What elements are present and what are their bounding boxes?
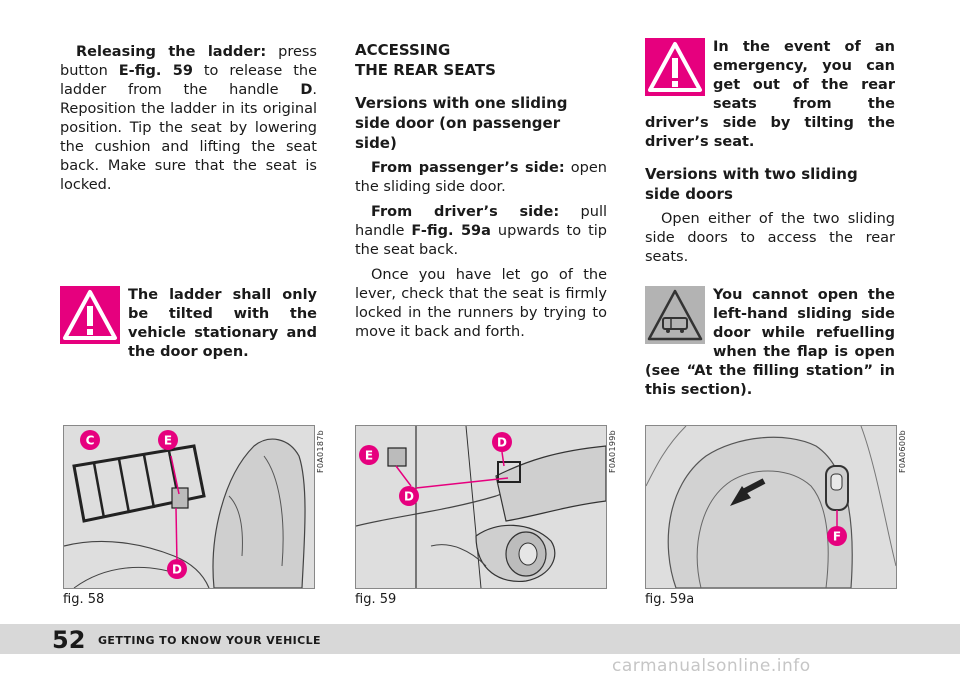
one-door-subheading: Versions with one sliding side door (on passenger side) xyxy=(355,94,568,152)
refuelling-note xyxy=(645,286,895,400)
two-doors-section xyxy=(645,164,895,267)
seat-handle-illustration xyxy=(646,426,896,588)
ladder-seat-illustration xyxy=(64,426,314,588)
two-doors-paragraph: Open either of the two sliding side doors to access the rear seats. xyxy=(645,211,895,265)
figure-58 xyxy=(63,425,315,589)
releasing-text-1: press button xyxy=(60,44,317,79)
heading-line-2: THE REAR SEATS xyxy=(355,61,496,79)
callout-d-bottom: D xyxy=(404,489,414,504)
page-number: 52 xyxy=(52,626,86,654)
passenger-side-paragraph xyxy=(355,159,607,197)
releasing-text-2: to release the ladder from the handle xyxy=(60,63,317,98)
figure-58-code: F0A0187b xyxy=(316,430,325,474)
callout-e: E xyxy=(364,448,374,463)
driver-text-1: pull handle xyxy=(355,204,607,239)
releasing-text-3: . Reposition the ladder in its original position. Tip the seat by lowering the cushion and lifting the seat back. Make sure that the seat is locked. xyxy=(60,82,317,193)
vehicle-note-icon xyxy=(645,286,705,344)
passenger-text: open the sliding side door. xyxy=(355,160,607,195)
lever-check-paragraph: Once you have let go of the lever, check that the seat is firmly locked in the runners by trying to move it back and forth. xyxy=(355,267,607,340)
callout-e: E xyxy=(163,433,173,448)
two-doors-subheading: Versions with two sliding side doors xyxy=(645,165,858,203)
emergency-warning-text: In the event of an emergency, you can get out of the rear seats from the driver’s side by tilting the driver’s seat. xyxy=(645,39,895,150)
fig-ref-e59: E-fig. 59 xyxy=(118,63,193,79)
fig-ref-f59a: F-fig. 59a xyxy=(411,223,491,239)
passenger-lead: From passenger’s side: xyxy=(371,160,565,176)
releasing-ladder-paragraph xyxy=(60,43,317,195)
accessing-rear-seats-section xyxy=(355,40,607,342)
driver-text-2: upwards to tip the seat back. xyxy=(355,223,608,258)
callout-c: C xyxy=(85,433,95,448)
driver-lead: From driver’s side: xyxy=(371,204,560,220)
ladder-warning-text: The ladder shall only be tilted with the vehicle stationary and the door open. xyxy=(128,287,317,360)
section-title: GETTING TO KNOW YOUR VEHICLE xyxy=(98,634,321,647)
warning-triangle-icon xyxy=(645,38,705,96)
figure-58-caption: fig. 58 xyxy=(63,592,105,607)
callout-d-top: D xyxy=(497,435,507,450)
figure-59a xyxy=(645,425,897,589)
seat-release-illustration xyxy=(356,426,606,588)
warning-triangle-icon xyxy=(60,286,120,344)
heading-line-1: ACCESSING xyxy=(355,41,451,59)
ladder-warning xyxy=(60,286,317,362)
handle-ref-d: D xyxy=(300,82,313,98)
watermark: carmanualsonline.info xyxy=(612,656,811,676)
figure-59-caption: fig. 59 xyxy=(355,592,397,607)
refuelling-note-text: You cannot open the left-hand sliding side door while refuelling when the flap is open (see “At the filling station” in this section). xyxy=(645,287,895,398)
releasing-lead: Releasing the ladder: xyxy=(76,44,267,60)
driver-side-paragraph xyxy=(355,203,607,260)
callout-f: F xyxy=(832,529,842,544)
figure-59a-caption: fig. 59a xyxy=(645,592,695,607)
section-heading xyxy=(355,40,607,80)
figure-59a-code: F0A0600b xyxy=(898,430,907,474)
emergency-warning xyxy=(645,38,895,152)
figure-59-code: F0A0199b xyxy=(608,430,617,474)
callout-d: D xyxy=(172,562,182,577)
figure-59 xyxy=(355,425,607,589)
